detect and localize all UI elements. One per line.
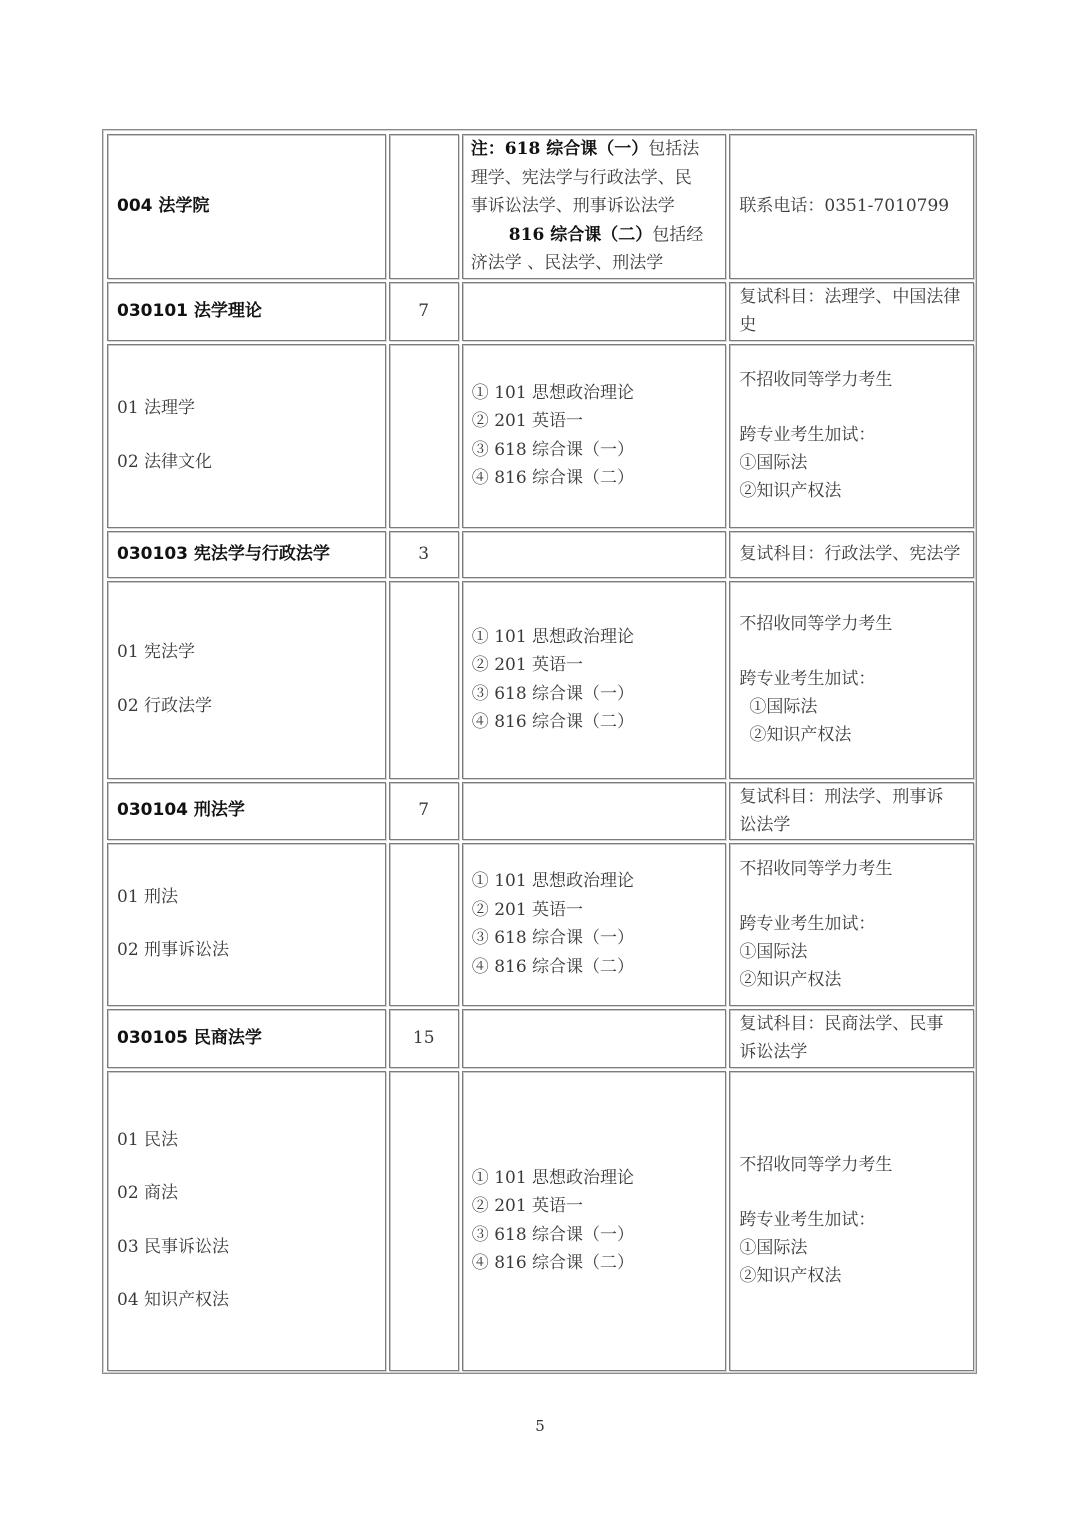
major-retest-line2: 诉讼法学 [739,1042,808,1062]
direction-quota-cell [389,344,459,528]
major-quota: 3 [418,543,430,564]
direction-item: 02 商法 [117,1183,179,1203]
direction-item: 04 知识产权法 [117,1290,230,1310]
remarks-cell [729,843,974,1006]
major-quota-cell [389,1009,459,1068]
major-exam-cell [462,282,727,341]
note-line3: 事诉讼法学、刑事诉讼法学 [470,196,675,216]
note-line1-rest: 包括法 [648,139,700,159]
direction-quota-cell [389,1071,459,1371]
exam-item: ④ 816 综合课（二） [471,712,635,732]
department-name: 004 法学院 [117,196,210,216]
major-quota-cell [389,531,459,578]
major-row [107,531,974,578]
extra-exam-item: ①国际法 [739,453,808,473]
exam-subjects-cell [462,581,727,779]
exam-item: ③ 618 综合课（一） [471,683,635,704]
no-equivalent-note: 不招收同等学力考生 [739,614,893,634]
department-row [107,134,974,279]
exam-item: ① 101 思想政治理论 [471,871,635,891]
major-name-cell [107,531,386,578]
direction-quota-cell [389,843,459,1006]
direction-item: 01 法理学 [117,398,196,418]
direction-item: 01 刑法 [117,886,179,907]
major-name: 030103 宪法学与行政法学 [117,543,330,564]
exam-subjects-cell [462,843,727,1006]
major-row [107,782,974,840]
major-quota: 7 [418,300,430,321]
major-name: 030105 民商法学 [117,1027,262,1048]
department-name-cell [107,134,386,279]
major-retest-cell [729,282,974,341]
major-retest-line1: 复试科目：刑法学、刑事诉 [739,786,944,807]
exam-item: ③ 618 综合课（一） [471,928,635,948]
direction-row [107,581,974,779]
directions-cell [107,1071,386,1371]
direction-item: 02 行政法学 [117,695,213,716]
extra-exam-title: 跨专业考生加试： [739,1210,876,1230]
extra-exam-item: ②知识产权法 [749,725,852,745]
major-retest-cell [729,531,974,578]
exam-item: ② 201 英语一 [471,655,584,675]
major-exam-cell [462,531,727,578]
direction-item: 02 法律文化 [117,451,213,472]
direction-item: 01 民法 [117,1129,179,1150]
note-line5: 济法学 、民法学、刑法学 [470,253,664,273]
extra-exam-title: 跨专业考生加试： [739,913,876,934]
major-exam-cell [462,1009,727,1068]
directions-cell [107,843,386,1006]
note-line4-rest: 包括经 [652,224,704,245]
exam-subjects-cell [462,1071,727,1371]
no-equivalent-note: 不招收同等学力考生 [739,858,893,879]
major-retest: 复试科目：法理学、中国法律史 [739,286,961,335]
extra-exam-item: ②知识产权法 [739,481,842,501]
note-line1-bold: 注：618 综合课（一） [470,139,649,159]
major-row [107,1009,974,1068]
extra-exam-item: ①国际法 [739,941,808,962]
exam-item: ④ 816 综合课（二） [471,1253,635,1273]
exam-item: ① 101 思想政治理论 [471,626,635,647]
major-name-cell [107,782,386,840]
no-equivalent-note: 不招收同等学力考生 [739,1155,893,1175]
exam-item: ③ 618 综合课（一） [471,439,635,460]
exam-item: ② 201 英语一 [471,1196,584,1216]
exam-item: ① 101 思想政治理论 [471,1167,635,1188]
note-line4-bold: 816 综合课（二） [508,224,653,245]
direction-row [107,1071,974,1371]
contact-cell [729,134,974,279]
directions-cell [107,344,386,528]
remarks-cell [729,1071,974,1371]
major-name-cell [107,282,386,341]
extra-exam-item: ②知识产权法 [739,969,842,990]
major-retest-line1: 复试科目：民商法学、民事 [739,1014,944,1034]
exam-item: ④ 816 综合课（二） [471,468,635,488]
remarks-cell [729,344,974,528]
note-line2: 理学、宪法学与行政法学、民 [470,167,692,188]
remarks-cell [729,581,974,779]
major-quota-cell [389,282,459,341]
exam-item: ④ 816 综合课（二） [471,956,635,977]
major-name: 030101 法学理论 [117,300,262,321]
major-exam-cell [462,782,727,840]
exam-item: ③ 618 综合课（一） [471,1224,635,1245]
direction-item: 03 民事诉讼法 [117,1236,230,1257]
direction-quota-cell [389,581,459,779]
no-equivalent-note: 不招收同等学力考生 [739,370,893,390]
major-retest-cell [729,782,974,840]
major-quota-cell [389,782,459,840]
direction-row [107,843,974,1006]
exam-item: ① 101 思想政治理论 [471,382,635,403]
department-quota-cell [389,134,459,279]
directions-cell [107,581,386,779]
major-quota: 15 [412,1027,435,1048]
direction-row [107,344,974,528]
extra-exam-title: 跨专业考生加试： [739,669,876,689]
exam-item: ② 201 英语一 [471,899,584,920]
exam-item: ② 201 英语一 [471,411,584,431]
major-name-cell [107,1009,386,1068]
major-retest: 复试科目：行政法学、宪法学 [739,543,961,564]
extra-exam-item: ①国际法 [749,697,818,717]
major-row [107,282,974,341]
admissions-table [104,131,977,1374]
extra-exam-item: ②知识产权法 [739,1266,842,1286]
contact-phone: 联系电话：0351-7010799 [739,196,950,216]
direction-item: 01 宪法学 [117,642,196,662]
major-name: 030104 刑法学 [117,800,245,821]
page-number: 5 [535,1417,545,1435]
major-quota: 7 [418,800,430,821]
department-note-cell [462,134,727,279]
major-retest-cell [729,1009,974,1068]
direction-item: 02 刑事诉讼法 [117,940,230,960]
extra-exam-title: 跨专业考生加试： [739,425,876,445]
exam-subjects-cell [462,344,727,528]
major-retest-line2: 讼法学 [739,814,791,835]
extra-exam-item: ①国际法 [739,1238,808,1258]
